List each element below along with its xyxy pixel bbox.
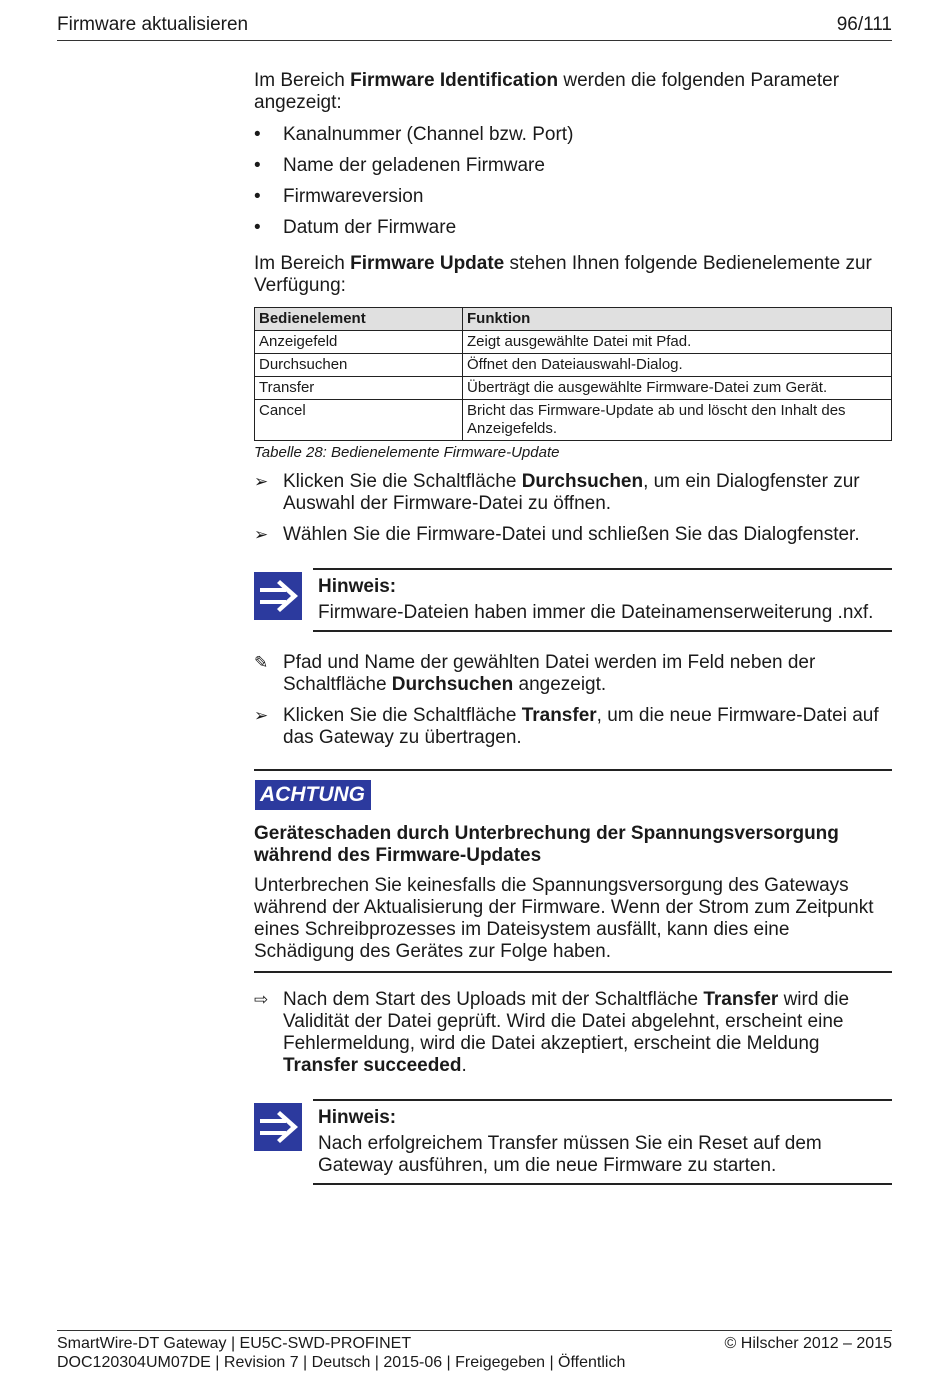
column-header: Bedienelement	[255, 308, 463, 331]
table-row	[255, 331, 892, 354]
update-intro: Im Bereich Firmware Update stehen Ihnen folgende Bedienelemente zur Verfügung:	[254, 253, 872, 296]
arrow-bullet-icon: ➢	[254, 525, 269, 544]
identification-intro: Im Bereich Firmware Identification werden die folgenden Parameter angezeigt:	[254, 70, 840, 113]
list-item: • Datum der Firmware	[254, 217, 892, 239]
table-cell: Durchsuchen	[255, 354, 463, 377]
warning-box	[254, 769, 892, 973]
main-content	[254, 70, 892, 1185]
note-label: Hinweis:	[318, 576, 397, 597]
column-header: Funktion	[463, 308, 892, 331]
page-header	[57, 14, 892, 41]
page-number: 96/111	[836, 14, 892, 35]
note-body	[313, 568, 892, 632]
list-item: • Kanalnummer (Channel bzw. Port)	[254, 124, 892, 146]
note-box	[254, 1099, 892, 1185]
note-box	[254, 568, 892, 632]
note-text: Nach erfolgreichem Transfer müssen Sie ein Reset auf dem Gateway ausführen, um die neue Firmware zu starten.	[318, 1133, 822, 1176]
table-cell: Anzeigefeld	[255, 331, 463, 354]
note-label: Hinweis:	[318, 1107, 397, 1128]
table-cell: Cancel	[255, 400, 463, 441]
footer-product: SmartWire-DT Gateway | EU5C-SWD-PROFINET	[57, 1335, 412, 1352]
right-arrow-icon	[254, 1103, 302, 1151]
result-step: ⇨ Nach dem Start des Uploads mit der Schaltfläche Transfer wird die Validität der Datei geprüft. Wird die Datei abgelehnt, erscheint eine Fehlermeldung, wird die Datei akzeptiert, erscheint die Meldung Transfer succeeded.	[254, 989, 850, 1076]
note-body	[313, 1099, 892, 1185]
page-footer	[57, 1330, 892, 1372]
pencil-result-icon: ✎	[254, 653, 269, 672]
note-text: Firmware-Dateien haben immer die Dateinamenserweiterung .nxf.	[318, 602, 874, 623]
result-step: ✎ Pfad und Name der gewählten Datei werden im Feld neben der Schaltfläche Durchsuchen angezeigt.	[254, 652, 816, 695]
footer-document: DOC120304UM07DE | Revision 7 | Deutsch | 2015-06 | Freigegeben | Öffentlich	[57, 1354, 626, 1371]
instruction-step: ➢ Wählen Sie die Firmware-Datei und schließen Sie das Dialogfenster.	[254, 524, 860, 545]
list-item: • Firmwareversion	[254, 186, 892, 208]
warning-heading: Geräteschaden durch Unterbrechung der Spannungsversorgung während des Firmware-Updates	[254, 823, 839, 866]
arrow-bullet-icon: ➢	[254, 472, 269, 491]
table-row	[255, 400, 892, 441]
controls-table	[254, 307, 892, 441]
table-row	[255, 354, 892, 377]
table-row	[255, 377, 892, 400]
instruction-step: ➢ Klicken Sie die Schaltfläche Durchsuchen, um ein Dialogfenster zur Auswahl der Firmware-Datei zu öffnen.	[254, 471, 860, 514]
parameter-list	[254, 124, 892, 239]
outline-arrow-icon: ⇨	[254, 990, 269, 1009]
warning-text: Unterbrechen Sie keinesfalls die Spannungsversorgung des Gateways während der Aktualisierung der Firmware. Wenn der Strom zum Zeitpunkt eines Schreibprozesses im Dateisystem ausfällt, kann dies eine Schädigung des Gerätes zur Folge haben.	[254, 875, 874, 962]
table-cell: Bricht das Firmware-Update ab und löscht den Inhalt des Anzeigefelds.	[463, 400, 892, 441]
table-cell: Überträgt die ausgewählte Firmware-Datei zum Gerät.	[463, 377, 892, 400]
table-caption: Tabelle 28: Bedienelemente Firmware-Update	[254, 444, 560, 461]
warning-badge: ACHTUNG	[254, 779, 372, 811]
table-header-row	[255, 308, 892, 331]
instruction-step: ➢ Klicken Sie die Schaltfläche Transfer, um die neue Firmware-Datei auf das Gateway zu übertragen.	[254, 705, 879, 748]
table-cell: Zeigt ausgewählte Datei mit Pfad.	[463, 331, 892, 354]
footer-copyright: © Hilscher 2012 – 2015	[724, 1335, 892, 1352]
arrow-bullet-icon: ➢	[254, 706, 269, 725]
table-cell: Transfer	[255, 377, 463, 400]
right-arrow-icon	[254, 572, 302, 620]
list-item: • Name der geladenen Firmware	[254, 155, 892, 177]
section-title: Firmware aktualisieren	[57, 14, 249, 35]
table-cell: Öffnet den Dateiauswahl-Dialog.	[463, 354, 892, 377]
